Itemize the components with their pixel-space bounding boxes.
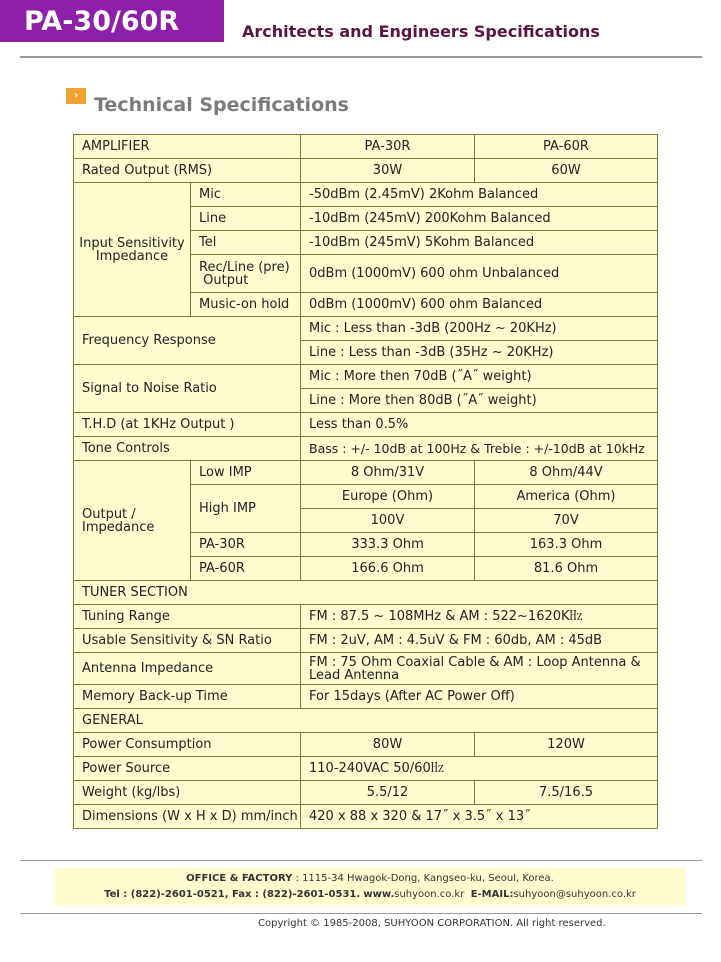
spec-table — [73, 134, 658, 829]
table-cell: PA-30R — [191, 533, 301, 557]
table-cell: 70V — [475, 509, 658, 533]
table-cell: Mic — [191, 183, 301, 207]
table-cell — [191, 255, 301, 293]
cell-text: Impedance — [95, 248, 169, 264]
table-cell: Usable Sensitivity & SN Ratio — [74, 629, 301, 653]
table-cell: Line — [191, 207, 301, 231]
table-row — [74, 159, 658, 183]
copyright: Copyright © 1985-2008, SUHYOON CORPORATION. All right reserved. — [258, 918, 606, 929]
table-cell: PA-60R — [191, 557, 301, 581]
page-title: Architects and Engineers Specifications — [242, 22, 600, 41]
table-cell: Power Consumption — [74, 733, 301, 757]
table-cell: Weight (kg/lbs) — [74, 781, 301, 805]
table-cell: 333.3 Ohm — [301, 533, 475, 557]
cell-text: Impedance — [82, 519, 155, 535]
table-cell: -10dBm (245mV) 5Kohm Balanced — [301, 231, 658, 255]
table-cell: Line : More then 80dB (˝A˝ weight) — [301, 389, 658, 413]
table-cell: Power Source — [74, 757, 301, 781]
table-row — [74, 805, 658, 829]
table-cell: Signal to Noise Ratio — [74, 365, 301, 413]
table-row — [74, 605, 658, 629]
table-cell: 163.3 Ohm — [475, 533, 658, 557]
email-link[interactable]: suhyoon@suhyoon.co.kr — [513, 889, 636, 900]
table-cell: 100V — [301, 509, 475, 533]
table-row — [74, 413, 658, 437]
table-cell: Europe (Ohm) — [301, 485, 475, 509]
table-cell: Music-on hold — [191, 293, 301, 317]
table-cell: Line : Less than -3dB (35Hz ~ 20KHz) — [301, 341, 658, 365]
table-cell: Bass : +/- 10dB at 100Hz & Treble : +/-10dB at 10kHz — [301, 437, 658, 461]
table-cell: 8 Ohm/31V — [301, 461, 475, 485]
table-cell: Tel — [191, 231, 301, 255]
table-cell — [74, 461, 191, 581]
table-cell: Low IMP — [191, 461, 301, 485]
cell-text: Output — [203, 272, 249, 288]
table-row — [74, 733, 658, 757]
table-cell: Dimensions (W x H x D) mm/inch — [74, 805, 301, 829]
cell-text: Input Sensitivity — [79, 235, 185, 251]
table-cell: Rated Output (RMS) — [74, 159, 301, 183]
email-label: E-MAIL: — [470, 889, 514, 900]
table-row — [74, 757, 658, 781]
table-cell: For 15days (After AC Power Off) — [301, 685, 658, 709]
table-row — [74, 135, 658, 159]
table-cell: FM : 87.5 ~ 108MHz & AM : 522~1620K㎐ — [301, 605, 658, 629]
table-cell: 7.5/16.5 — [475, 781, 658, 805]
table-cell: T.H.D (at 1KHz Output ) — [74, 413, 301, 437]
table-row — [74, 581, 658, 605]
table-cell: 8 Ohm/44V — [475, 461, 658, 485]
office-address: : 1115-34 Hwagok-Dong, Kangseo-ku, Seoul, Korea. — [292, 873, 554, 884]
table-cell: Frequency Response — [74, 317, 301, 365]
table-cell: -50dBm (2.45mV) 2Kohm Balanced — [301, 183, 658, 207]
table-cell — [74, 183, 191, 317]
table-cell: Less than 0.5% — [301, 413, 658, 437]
table-cell: 120W — [475, 733, 658, 757]
table-cell: 0dBm (1000mV) 600 ohm Unbalanced — [301, 255, 658, 293]
cell-text: Rec/Line (pre) — [199, 259, 290, 275]
section-heading-tuner: TUNER SECTION — [74, 581, 658, 605]
footer-contact-line — [54, 887, 686, 903]
table-cell: AMPLIFIER — [74, 135, 301, 159]
website-link[interactable]: suhyoon.co.kr — [394, 889, 465, 900]
table-cell: FM : 2uV, AM : 4.5uV & FM : 60db, AM : 45dB — [301, 629, 658, 653]
table-cell: Antenna Impedance — [74, 653, 301, 685]
table-cell: Tone Controls — [74, 437, 301, 461]
table-header-pa30: PA-30R — [301, 135, 475, 159]
footer-address-line — [54, 871, 686, 887]
office-label: OFFICE & FACTORY — [186, 873, 293, 884]
table-header-pa60: PA-60R — [475, 135, 658, 159]
table-row — [74, 709, 658, 733]
table-row — [74, 365, 658, 389]
table-cell: -10dBm (245mV) 200Kohm Balanced — [301, 207, 658, 231]
table-row — [74, 317, 658, 341]
tel-fax: Tel : (822)-2601-0521, Fax : (822)-2601-0531. — [104, 889, 361, 900]
table-cell: 81.6 Ohm — [475, 557, 658, 581]
table-row — [74, 629, 658, 653]
table-cell: 5.5/12 — [301, 781, 475, 805]
footer-contact — [54, 868, 686, 906]
table-cell: 166.6 Ohm — [301, 557, 475, 581]
table-row — [74, 781, 658, 805]
table-cell: America (Ohm) — [475, 485, 658, 509]
table-cell: 420 x 88 x 320 & 17˝ x 3.5˝ x 13˝ — [301, 805, 658, 829]
table-cell: FM : 75 Ohm Coaxial Cable & AM : Loop Antenna & Lead Antenna — [301, 653, 658, 685]
chevron-right-icon: › — [66, 88, 86, 104]
table-cell: 30W — [301, 159, 475, 183]
model-badge: PA-30/60R — [0, 0, 224, 42]
table-cell: 60W — [475, 159, 658, 183]
website-prefix: www. — [363, 889, 395, 900]
table-row — [74, 653, 658, 685]
table-cell: Mic : Less than -3dB (200Hz ~ 20KHz) — [301, 317, 658, 341]
table-cell: Tuning Range — [74, 605, 301, 629]
table-cell: 110-240VAC 50/60㎐ — [301, 757, 658, 781]
table-row — [74, 461, 658, 485]
table-cell: Mic : More then 70dB (˝A˝ weight) — [301, 365, 658, 389]
table-cell: High IMP — [191, 485, 301, 533]
section-heading-general: GENERAL — [74, 709, 658, 733]
table-row — [74, 685, 658, 709]
footer-divider-top — [20, 860, 702, 861]
section-title: Technical Specifications — [94, 94, 349, 116]
footer-divider-bottom — [20, 913, 702, 914]
table-cell: Memory Back-up Time — [74, 685, 301, 709]
table-row — [74, 183, 658, 207]
table-cell: 80W — [301, 733, 475, 757]
header-divider — [20, 56, 702, 58]
table-row — [74, 437, 658, 461]
cell-text: Output / — [82, 506, 136, 522]
table-cell: 0dBm (1000mV) 600 ohm Balanced — [301, 293, 658, 317]
